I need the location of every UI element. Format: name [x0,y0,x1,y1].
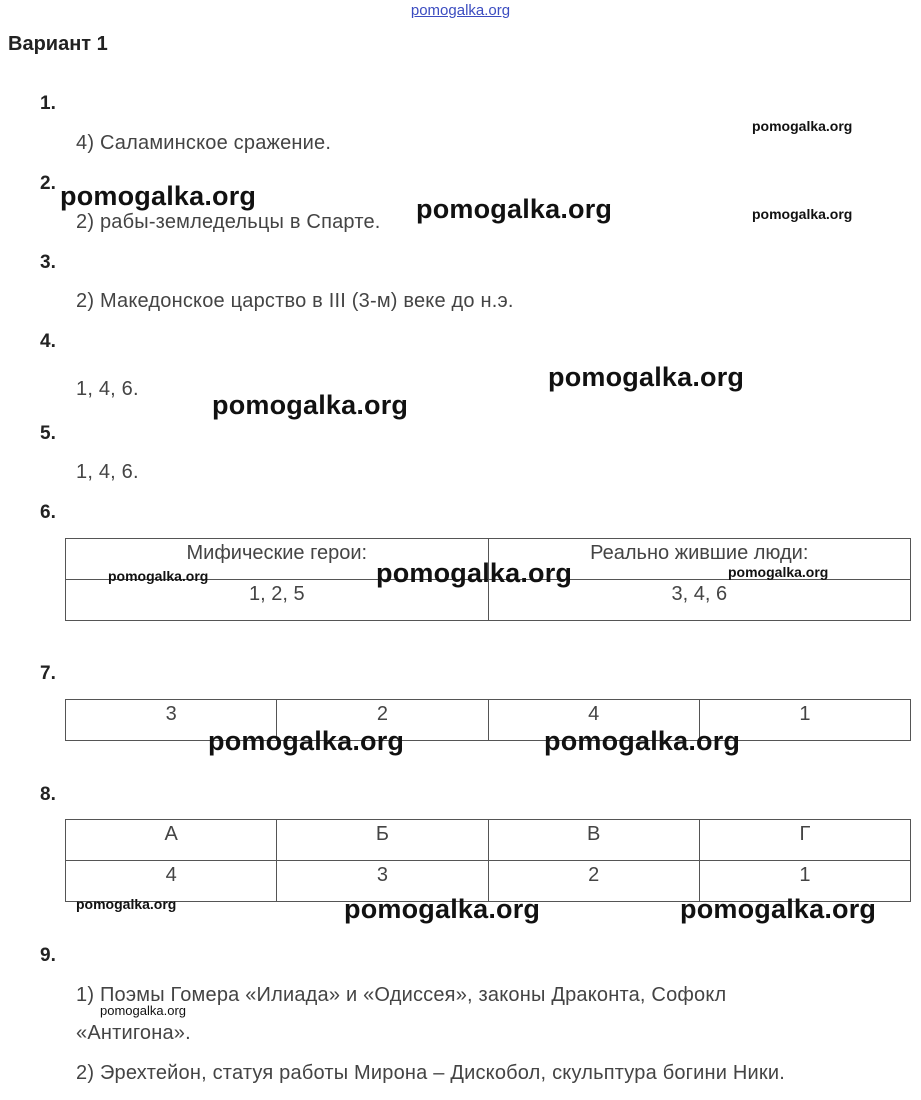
watermark: pomogalka.org [108,568,209,584]
watermark: pomogalka.org [208,726,405,756]
watermark: pomogalka.org [728,564,829,580]
question-number-9: 9. [40,945,56,966]
table-cell: 3, 4, 6 [488,580,910,621]
table-header-cell: В [488,820,699,861]
table-q8 [65,819,911,902]
answer-9-1-line1: 1) Поэмы Гомера «Илиада» и «Одиссея», законы Драконта, Софокл [76,984,727,1006]
question-number-7: 7. [40,663,56,684]
variant-title: Вариант 1 [8,33,108,55]
answer-9-2: 2) Эрехтейон, статуя работы Мирона – Дискобол, скульптура богини Ники. [76,1062,785,1084]
question-number-2: 2. [40,173,56,194]
watermark: pomogalka.org [416,194,613,224]
question-number-5: 5. [40,423,56,444]
watermark: pomogalka.org [344,894,541,924]
watermark: pomogalka.org [376,558,573,588]
table-header-cell: А [66,820,277,861]
watermark: pomogalka.org [752,118,853,134]
answer-3: 2) Македонское царство в III (3-м) веке до н.э. [76,290,514,312]
watermark: pomogalka.org [60,181,257,211]
answer-5: 1, 4, 6. [76,461,139,483]
watermark: pomogalka.org [548,362,745,392]
table-q7 [65,699,911,741]
table-cell: 3 [66,700,277,741]
table-cell: 3 [277,861,488,902]
table-cell: 1 [699,700,910,741]
question-number-6: 6. [40,502,56,523]
table-cell: 2 [277,700,488,741]
table-cell: 4 [66,861,277,902]
table-header-cell: Реально жившие люди: [488,539,910,580]
watermark: pomogalka.org [544,726,741,756]
table-cell: 1, 2, 5 [66,580,489,621]
answer-1: 4) Саламинское сражение. [76,132,332,154]
answer-9-1-line2: «Антигона». [76,1022,191,1044]
site-link[interactable]: pomogalka.org [410,2,511,19]
watermark: pomogalka.org [100,1003,186,1018]
table-cell: 4 [488,700,699,741]
watermark: pomogalka.org [752,206,853,222]
question-number-8: 8. [40,784,56,805]
watermark: pomogalka.org [680,894,877,924]
table-cell: 1 [699,861,910,902]
table-cell: 2 [488,861,699,902]
question-number-3: 3. [40,252,56,273]
watermark: pomogalka.org [212,390,409,420]
question-number-4: 4. [40,331,56,352]
table-header-cell: Г [699,820,910,861]
table-header-cell: Мифические герои: [66,539,489,580]
answer-4: 1, 4, 6. [76,378,139,400]
table-header-cell: Б [277,820,488,861]
answer-2: 2) рабы-земледельцы в Спарте. [76,211,381,233]
question-number-1: 1. [40,93,56,114]
watermark: pomogalka.org [76,896,177,912]
